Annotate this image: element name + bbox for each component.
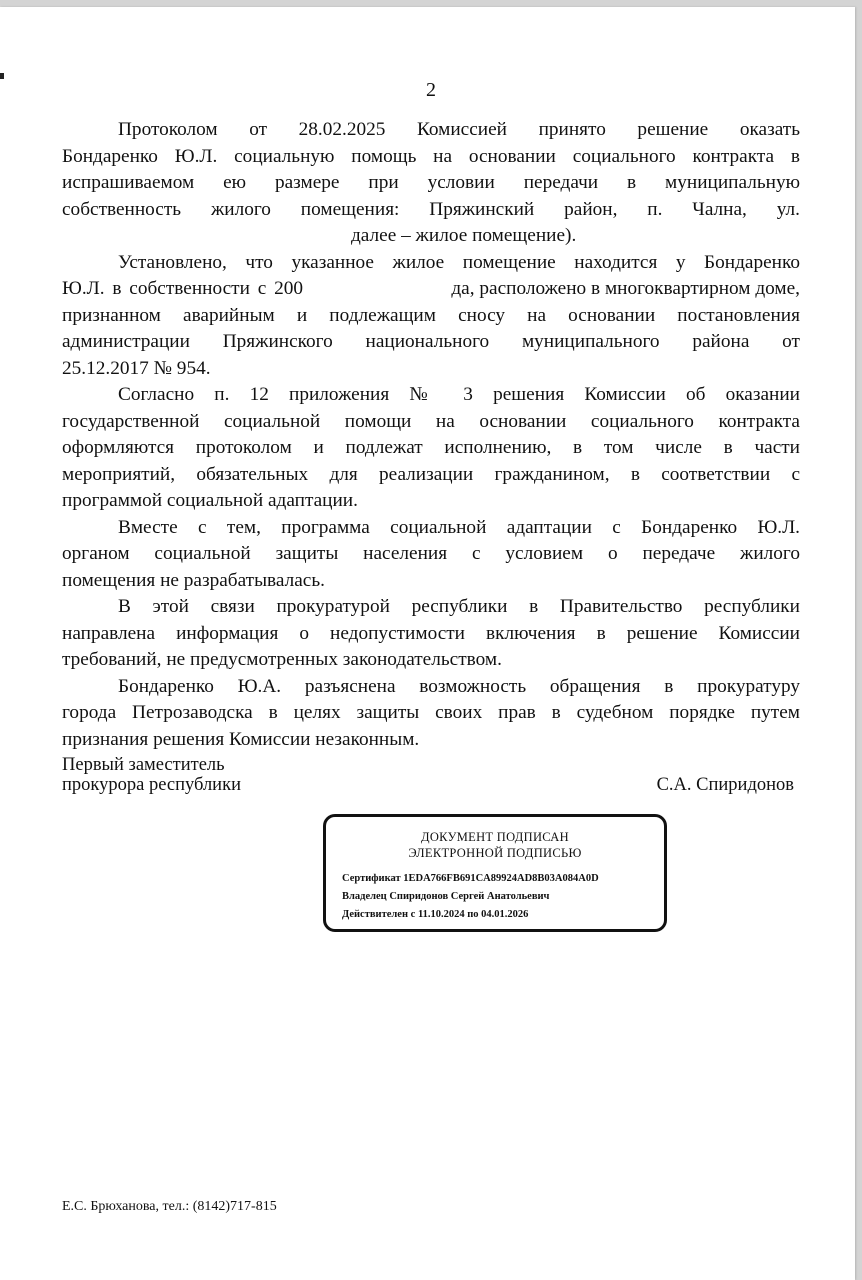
text-line: Установлено, что указанное жилое помещение находится у Бондаренко	[118, 251, 800, 273]
text-line: Бондаренко Ю.А. разъяснена возможность обращения в прокуратуру	[118, 675, 800, 697]
text-line: мероприятий, обязательных для реализации гражданином, в соответствии с	[62, 463, 800, 485]
stamp-certificate-row	[342, 870, 664, 888]
paragraph-according	[62, 382, 800, 515]
text-line: Протоколом от 28.02.2025 Комиссией принято решение оказать	[118, 119, 800, 140]
text-line: направлена информация о недопустимости включения в решение Комиссии	[62, 622, 800, 644]
owner-label: Владелец	[342, 891, 387, 902]
text-line: собственность жилого помещения: Пряжинский район, п. Чална, ул.	[62, 198, 800, 220]
executor-contact: Е.С. Брюханова, тел.: (8142)717-815	[62, 1199, 277, 1214]
text-line: признанном аварийным и подлежащим сносу на основании постановления	[62, 304, 800, 326]
text-line: оформляются протоколом и подлежат исполнению, в том числе в части	[62, 437, 800, 458]
paragraph-government	[62, 594, 800, 674]
paragraph-however	[62, 515, 800, 595]
owner-value: Спиридонов Сергей Анатольевич	[389, 891, 550, 902]
electronic-signature-stamp	[323, 814, 667, 932]
stamp-validity-row	[342, 906, 664, 924]
signatory-position	[62, 755, 241, 795]
certificate-label: Сертификат	[342, 873, 401, 884]
document-body	[62, 117, 800, 753]
text-line: признания решения Комиссии незаконным.	[62, 728, 420, 750]
text-line: программой социальной адаптации.	[62, 490, 358, 511]
text-line: В этой связи прокуратурой республики в Правительство республики	[118, 596, 800, 617]
text-line: администрации Пряжинского национального муниципального района от	[62, 331, 800, 352]
stamp-details	[326, 870, 664, 924]
page-number: 2	[426, 79, 436, 101]
position-line: Первый заместитель	[62, 755, 225, 775]
stamp-title-line: ЭЛЕКТРОННОЙ ПОДПИСЬЮ	[408, 846, 582, 860]
text-line: помещения не разрабатывалась.	[62, 569, 325, 591]
text-line: государственной социальной помощи на основании социального контракта	[62, 410, 800, 432]
text-line-redacted-address: далее – жилое помещение).	[351, 225, 577, 246]
text-line: Бондаренко Ю.Л. социальную помощь на основании социального контракта в	[62, 145, 800, 167]
stamp-owner-row	[342, 888, 664, 906]
text-line: Вместе с тем, программа социальной адаптации с Бондаренко Ю.Л.	[118, 516, 800, 538]
text-line: Согласно п. 12 приложения № 3 решения Комиссии об оказании	[118, 384, 800, 405]
text-line: органом социальной защиты населения с условием о передаче жилого	[62, 543, 800, 564]
text-line-redacted-year	[62, 276, 800, 303]
signatory-name: С.А. Спиридонов	[656, 775, 794, 795]
text-line: 25.12.2017 № 954.	[62, 357, 211, 379]
valid-from: 11.10.2024	[417, 909, 465, 920]
paragraph-protocol	[62, 117, 800, 250]
text-fragment: да, расположено в многоквартирном доме,	[451, 278, 800, 299]
position-line: прокурора республики	[62, 775, 241, 795]
text-line: города Петрозаводска в целях защиты своих прав в судебном порядке путем	[62, 702, 800, 723]
text-line: испрашиваемом ею размере при условии передачи в муниципальную	[62, 172, 800, 193]
text-fragment: Ю.Л. в собственности с 200	[62, 278, 304, 299]
paragraph-explained	[62, 674, 800, 754]
stamp-title	[326, 829, 664, 861]
paragraph-established	[62, 250, 800, 383]
stamp-title-line: ДОКУМЕНТ ПОДПИСАН	[421, 830, 569, 844]
certificate-value: 1EDA766FB691CA89924AD8B03A084A0D	[403, 873, 599, 884]
valid-to: 04.01.2026	[481, 909, 529, 920]
valid-label: Действителен с	[342, 909, 416, 920]
text-line: требований, не предусмотренных законодательством.	[62, 649, 502, 670]
valid-to-label: по	[467, 909, 479, 920]
